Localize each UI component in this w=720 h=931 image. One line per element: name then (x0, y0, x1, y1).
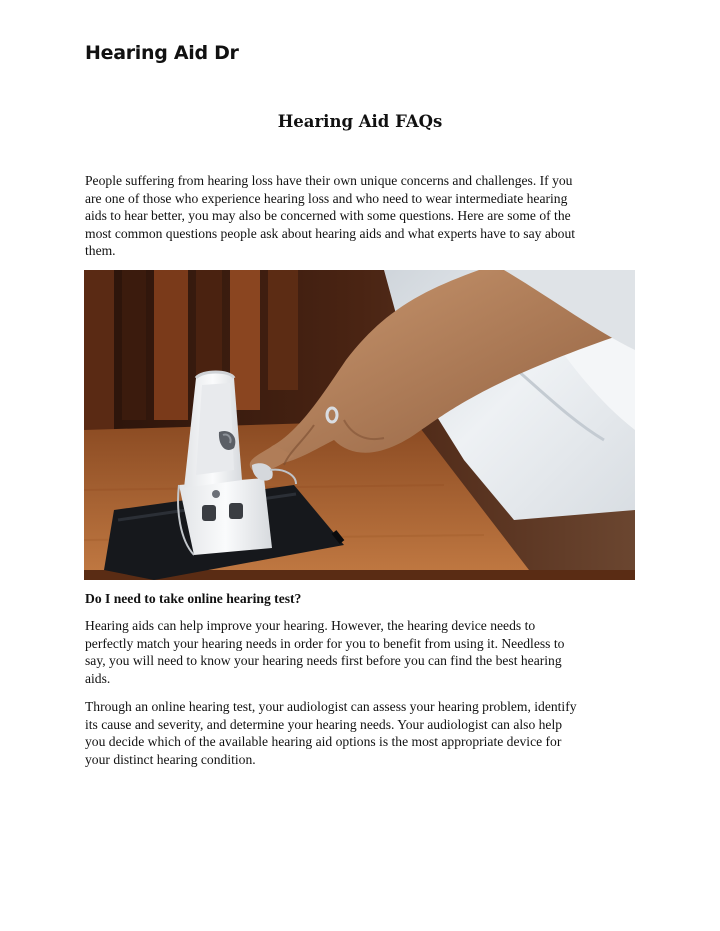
site-title: Hearing Aid Dr (85, 42, 239, 64)
answer-line: say, you will need to know your hearing needs first before you can find the best hearing (85, 653, 562, 669)
answer-line: your distinct hearing condition. (85, 751, 256, 767)
hearing-aid-charging-case-photo-icon (84, 270, 635, 580)
answer-line: you decide which of the available hearing aid options is the most appropriate device for (85, 734, 562, 750)
answer-line: its cause and severity, and determine your hearing needs. Your audiologist can also help (85, 716, 563, 732)
faq-question: Do I need to take online hearing test? (85, 591, 302, 606)
answer-line: Through an online hearing test, your audiologist can assess your hearing problem, identify (85, 699, 577, 714)
intro-line: aids to hear better, you may also be concerned with some questions. Here are some of the (85, 208, 571, 224)
intro-line: most common questions people ask about hearing aids and what experts have to say about (85, 225, 576, 241)
answer-line: perfectly match your hearing needs in order for you to benefit from using it. Needless to (85, 635, 565, 651)
answer-paragraph (85, 698, 635, 768)
answer-line: Hearing aids can help improve your hearing. However, the hearing device needs to (85, 618, 536, 633)
intro-line: People suffering from hearing loss have their own unique concerns and challenges. If you (85, 173, 573, 188)
intro-paragraph (85, 172, 635, 260)
faq-heading: Hearing Aid FAQs (277, 112, 443, 131)
hearing-aid-photo (84, 270, 635, 580)
intro-line: are one of those who experience hearing loss and who need to wear intermediate hearing (85, 190, 568, 206)
answer-paragraph (85, 617, 635, 687)
intro-line: them. (85, 243, 116, 259)
answer-line: aids. (85, 670, 111, 686)
